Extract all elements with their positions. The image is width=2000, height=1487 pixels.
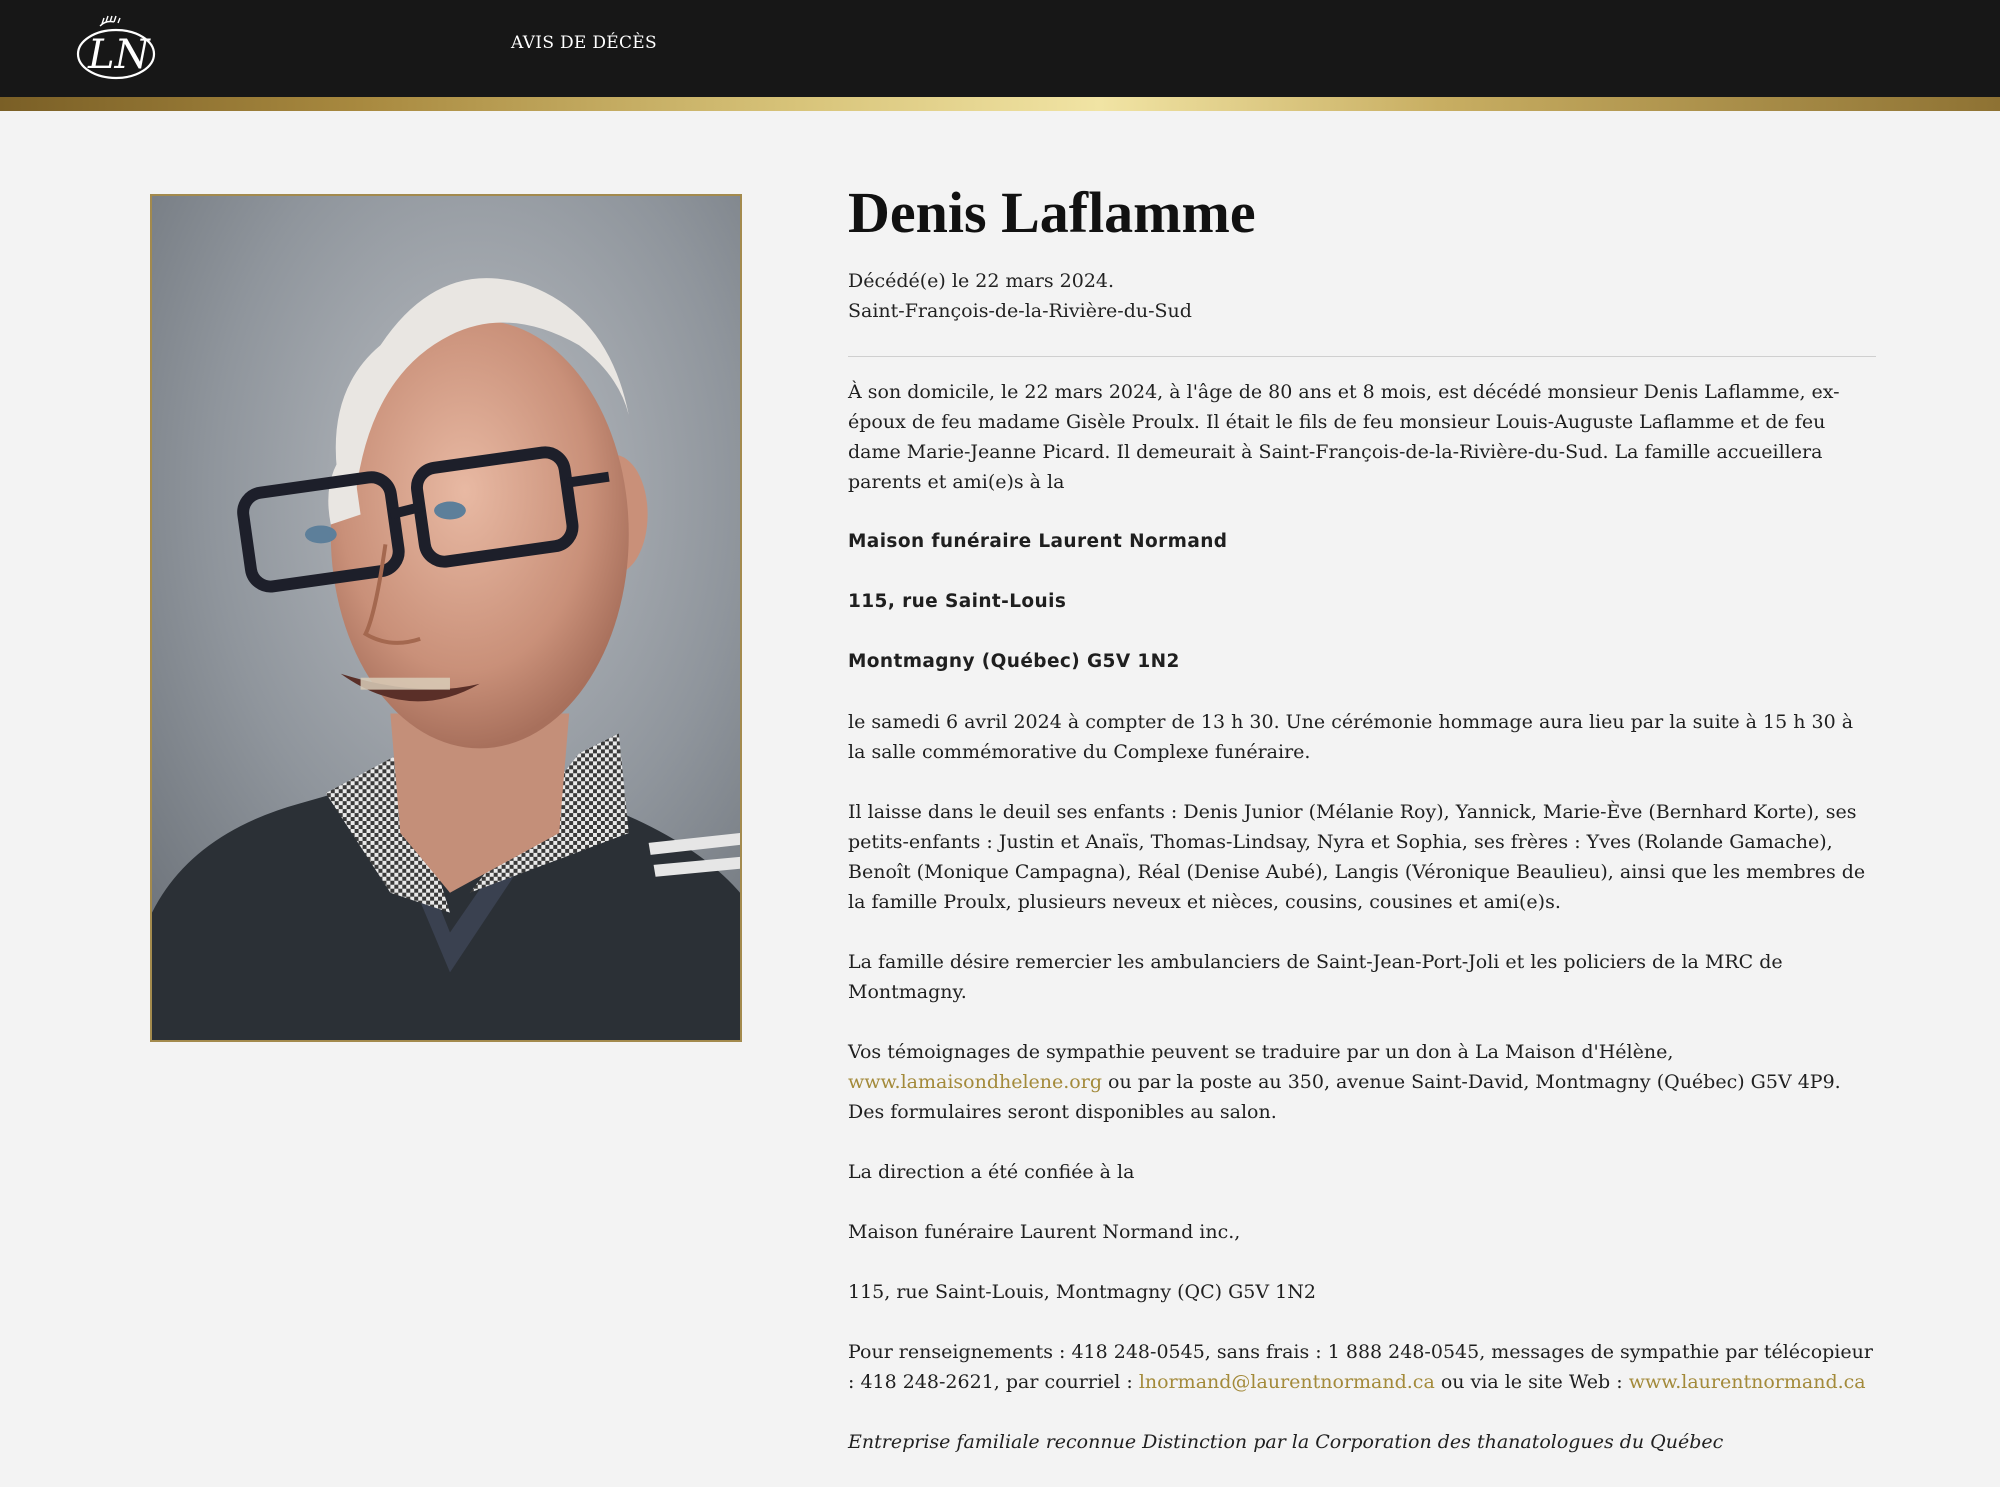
venue-city: Montmagny (Québec) G5V 1N2 bbox=[848, 651, 1180, 672]
contact-text-middle: ou via le site Web : bbox=[1440, 1371, 1623, 1393]
funeral-home-name: Maison funéraire Laurent Normand inc., bbox=[848, 1221, 1241, 1243]
direction-paragraph: La direction a été confiée à la bbox=[848, 1161, 1135, 1183]
section-divider bbox=[848, 356, 1876, 357]
contact-email-link[interactable]: lnormand@laurentnormand.ca bbox=[1138, 1371, 1435, 1393]
deceased-name: Denis Laflamme bbox=[848, 180, 1256, 245]
nav-avis-de-deces[interactable]: AVIS DE DÉCÈS bbox=[511, 33, 657, 53]
obituary-body bbox=[848, 377, 1876, 1457]
brand-logo[interactable] bbox=[66, 12, 162, 84]
venue-street: 115, rue Saint-Louis bbox=[848, 591, 1067, 612]
donation-text-before: Vos témoignages de sympathie peuvent se traduire par un don à La Maison d'Hélène, bbox=[848, 1041, 1674, 1063]
obituary-content bbox=[848, 180, 1876, 1487]
tagline: Entreprise familiale reconnue Distinction par la Corporation des thanatologues du Québec bbox=[848, 1431, 1724, 1453]
donation-link[interactable]: www.lamaisondhelene.org bbox=[848, 1071, 1102, 1093]
donation-text-after: ou par la poste au 350, avenue Saint-David, Montmagny (Québec) G5V 4P9. Des formulaires seront disponibles au salon. bbox=[848, 1071, 1841, 1123]
residence-location: Saint-François-de-la-Rivière-du-Sud bbox=[848, 300, 1192, 322]
logo-letters: LN bbox=[88, 32, 150, 78]
portrait-image bbox=[152, 196, 740, 1040]
visitation-paragraph: le samedi 6 avril 2024 à compter de 13 h 30. Une cérémonie hommage aura lieu par la suite à 15 h 30 à la salle commémorative du Complexe funéraire. bbox=[848, 711, 1854, 763]
contact-paragraph bbox=[848, 1337, 1876, 1397]
death-date: Décédé(e) le 22 mars 2024. bbox=[848, 270, 1115, 292]
announcement-paragraph: À son domicile, le 22 mars 2024, à l'âge de 80 ans et 8 mois, est décédé monsieur Denis Laflamme, ex-époux de feu madame Gisèle Proulx. Il était le fils de feu monsieur Louis-Auguste Laflamme et de feu dame Marie-Jeanne Picard. Il demeurait à Saint-François-de-la-Rivière-du-Sud. La famille accueillera parents et ami(e)s à la bbox=[848, 381, 1840, 493]
deceased-portrait bbox=[150, 194, 742, 1042]
contact-website-link[interactable]: www.laurentnormand.ca bbox=[1628, 1371, 1866, 1393]
gold-divider-strip bbox=[0, 97, 2000, 111]
contact-text-before: Pour renseignements : 418 248-0545, sans frais : 1 888 248-0545, messages de sympathie par télécopieur : 418 248-2621, par courriel : bbox=[848, 1341, 1873, 1393]
family-paragraph: Il laisse dans le deuil ses enfants : Denis Junior (Mélanie Roy), Yannick, Marie-Ève (Bernhard Korte), ses petits-enfants : Justin et Anaïs, Thomas-Lindsay, Nyra et Sophia, ses frères : Yves (Rolande Gamache), Benoît (Monique Campagna), Réal (Denise Aubé), Langis (Véronique Beaulieu), ainsi que les membres de la famille Proulx, plusieurs neveux et nièces, cousins, cousines et ami(e)s. bbox=[848, 801, 1866, 913]
site-header bbox=[0, 0, 2000, 97]
thanks-paragraph: La famille désire remercier les ambulanciers de Saint-Jean-Port-Joli et les policiers de la MRC de Montmagny. bbox=[848, 951, 1783, 1003]
funeral-home-address: 115, rue Saint-Louis, Montmagny (QC) G5V 1N2 bbox=[848, 1281, 1316, 1303]
ln-monogram-icon bbox=[66, 12, 162, 84]
venue-name: Maison funéraire Laurent Normand bbox=[848, 531, 1228, 552]
donation-paragraph bbox=[848, 1037, 1876, 1127]
